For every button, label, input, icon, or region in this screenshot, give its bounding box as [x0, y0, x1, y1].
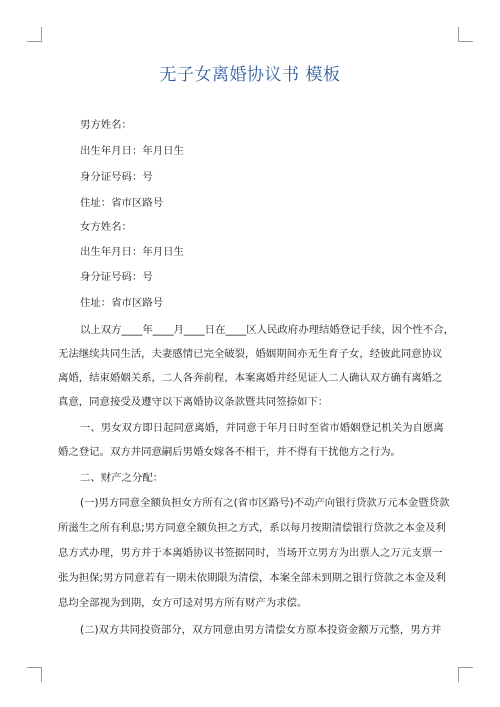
male-address-field: 住址：省市区路号	[80, 197, 164, 209]
female-id-field: 身分证号码：号	[80, 271, 153, 283]
clause2-heading: 二、财产之分配：	[80, 472, 164, 484]
intro-line: 离婚，结束婚姻关系，二人各奔前程，本案离婚并经见证人二人确认双方确有离婚之	[58, 372, 443, 384]
clause2-1-line: 张为担保;男方同意若有一期未依期限为清偿，本案全部未到期之银行贷款之本金及利	[58, 572, 446, 584]
clause2-1-line: 所滋生之所有利息;男方同意全额负担之方式，系以每月按期清偿银行贷款之本金及利	[58, 522, 446, 534]
intro-line: 以上双方____年____月____日在____区人民政府办理结婚登记手续，因个性不合，	[80, 324, 455, 336]
male-birth-field: 出生年月日：年月日生	[80, 145, 184, 157]
clause1-line: 一、男女双方即日起同意离婚，并同意于年月日时至省市婚姻登记机关为自愿离	[80, 422, 444, 434]
clause1-line: 婚之登记。双方并同意嗣后男婚女嫁各不相干，并不得有干扰他方之行为。	[58, 446, 401, 458]
male-id-field: 身分证号码：号	[80, 171, 153, 183]
clause2-2-line: (二)双方共同投资部分，双方同意由男方清偿女方原本投资金额万元整，男方并	[80, 624, 442, 636]
female-name-field: 女方姓名：	[80, 221, 132, 233]
document-title: 无子女离婚协议书 模板	[159, 65, 341, 85]
clause2-1-line: 息均全部视为到期，女方可迳对男方所有财产为求偿。	[58, 597, 308, 609]
female-birth-field: 出生年月日：年月日生	[80, 246, 184, 258]
clause2-1-line: (一)男方同意全额负担女方所有之(省市区路号)不动产向银行贷款万元本金暨贷款	[80, 497, 450, 509]
female-address-field: 住址：省市区路号	[80, 297, 164, 309]
male-name-field: 男方姓名：	[80, 119, 132, 131]
intro-line: 无法继续共同生活，夫妻感情已完全破裂，婚姻期间亦无生育子女，经彼此同意协议	[58, 348, 443, 360]
intro-line: 真意，同意接受及遵守以下离婚协议条款暨共同签捺如下：	[58, 396, 329, 408]
clause2-1-line: 息方式办理，男方并于本离婚协议书签据同时，当场开立男方为出票人之万元支票一	[58, 547, 443, 559]
